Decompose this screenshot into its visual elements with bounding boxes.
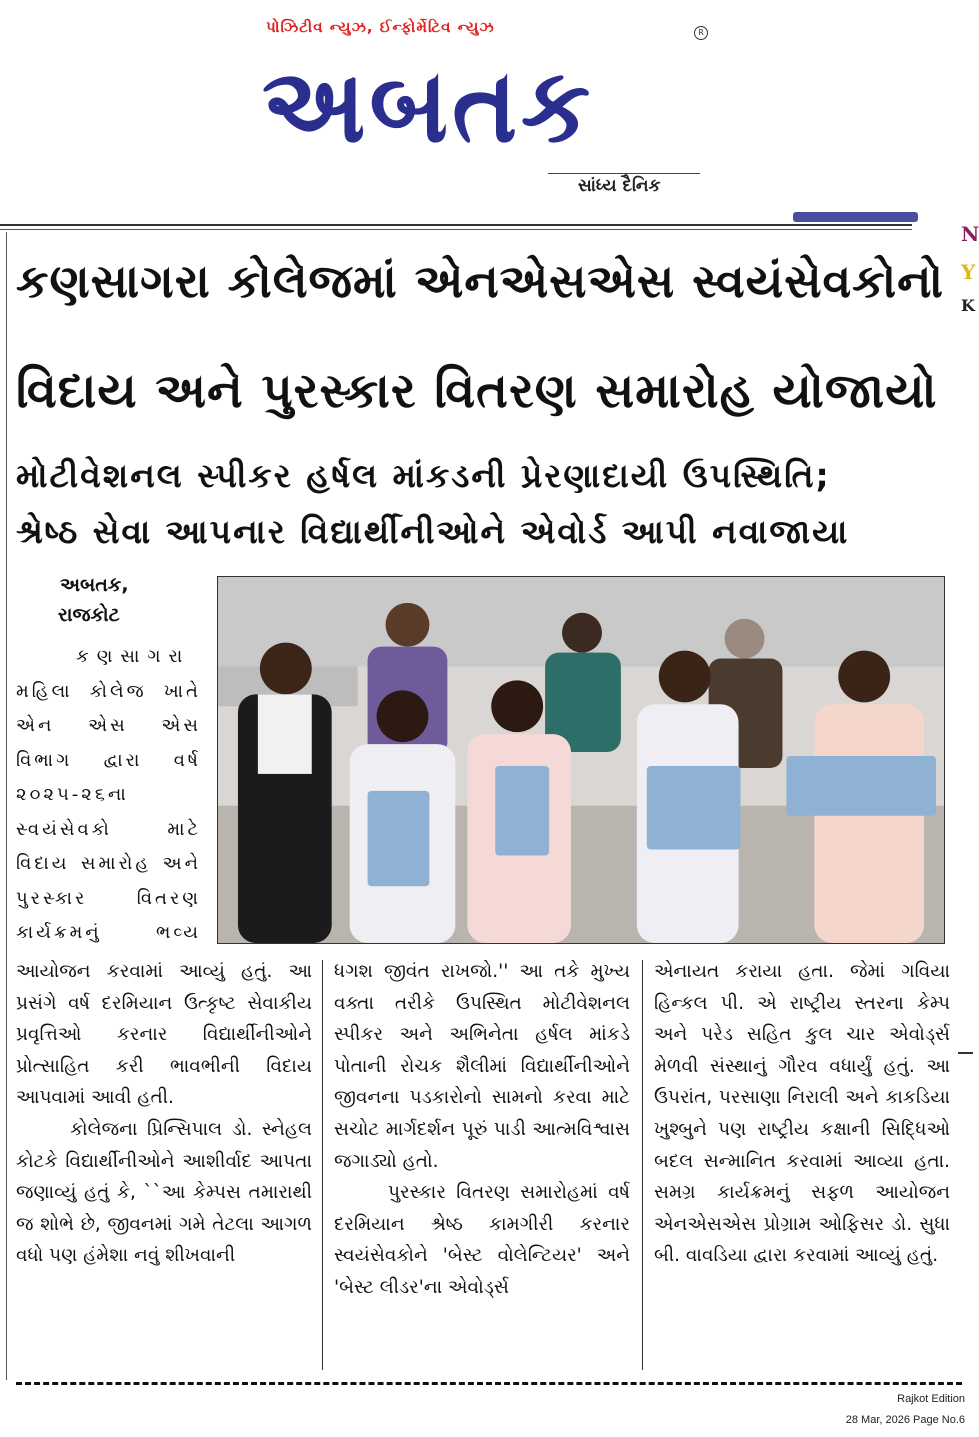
intro-line: પુરસ્કાર વિતરણ [16,887,201,909]
body-paragraph: પુરસ્કાર વિતરણ સમારોહમાં વર્ષ દરમિયાન શ્રેષ્ઠ કામગીરી કરનાર સ્વયંસેવકોને 'બેસ્ટ વોલેન્ટિયર' અને 'બેસ્ટ લીડર'ના એવોર્ડ્સ [334,1182,630,1298]
body-paragraph: આયોજન કરવામાં આવ્યું હતું. આ પ્રસંગે વર્ષ દરમિયાન ઉત્કૃષ્ટ સેવાકીય પ્રવૃત્તિઓ કરનાર વિદ્યાર્થીનીઓને પ્રોત્સાહિત કરી ભાવભીની વિદાય આપવામાં આવી હતી. [16,961,312,1109]
edition-type: સાંધ્ય દૈનિક [578,176,661,196]
body-paragraph: કોલેજના પ્રિન્સિપાલ ડો. સ્નેહલ કોટકે વિદ્યાર્થીનીઓને આશીર્વાદ આપતા જણાવ્યું હતું કે, ``આ કેમ્પસ તમારાથી જ શોભે છે, જીવનમાં ગમે તેટલા આગળ વધો પણ હંમેશા નવું શીખવાની [16,1118,312,1267]
newspaper-logo[interactable]: અબતક [262,46,595,167]
column-divider [642,960,643,1370]
logo-underline [548,173,700,174]
body-column-3 [654,956,950,1272]
body-paragraph: ધગશ જીવંત રાખજો.'' આ તકે મુખ્ય વક્તા તરીકે ઉપસ્થિત મોટીવેશનલ સ્પીકર અને અભિનેતા હર્ષલ માંકડે પોતાની રોચક શૈલીમાં વિદ્યાર્થીનીઓને જીવનના પડકારોનો સામનો કરવા માટે સચોટ માર્ગદર્શન પૂરું પાડી આત્મવિશ્વાસ જગાડ્યો હતો. [334,961,630,1172]
award-ceremony-photo[interactable] [217,576,945,944]
registered-trademark-icon: R [694,26,708,40]
headline-line-2: વિદાય અને પુરસ્કાર વિતરણ સમારોહ યોજાયો [16,363,938,419]
intro-line: વિદાય સમારોહ અને [16,853,201,874]
dateline-source: અબતક, [60,574,129,596]
footer-edition: Rajkot Edition [897,1393,965,1405]
edge-text-fragment: Y [961,260,976,284]
intro-line: એન એસ એસ [16,715,201,736]
subheadline-line-1: મોટીવેશનલ સ્પીકર હર્ષલ માંકડની પ્રેરણાદાયી ઉપસ્થિતિ; [16,456,831,495]
intro-line: કણસાગરા [76,646,191,667]
photo-illustration [218,577,944,943]
top-divider-secondary [0,229,912,230]
headline-line-1: કણસાગરા કોલેજમાં એનએસએસ સ્વયંસેવકોનો [16,254,944,308]
column-divider [322,960,323,1370]
masthead-tagline: પોઝિટીવ ન્યુઝ, ઈન્ફોર્મેટિવ ન્યુઝ [266,18,495,36]
intro-line: મહિલા કોલેજ ખાતે [16,680,201,702]
intro-column [16,640,201,951]
footer-date-page: 28 Mar, 2026 Page No.6 [845,1414,965,1426]
edge-text-fragment: N [961,222,979,246]
edge-rule [958,1052,973,1054]
body-column-1 [16,956,312,1272]
intro-line: વિભાગ દ્વારા વર્ષ [16,749,201,771]
dateline-city: રાજકોટ [58,604,120,626]
article-left-border [6,232,10,1380]
intro-line: સ્વયંસેવકો માટે [16,818,201,840]
adjacent-page-fragment [793,212,918,222]
article-bottom-divider [16,1382,962,1385]
intro-line: ૨૦૨૫-૨૬ના [16,784,129,805]
top-divider [0,224,912,226]
body-column-2 [334,956,630,1304]
body-paragraph: એનાયત કરાયા હતા. જેમાં ગવિયા હિન્કલ પી. એ રાષ્ટ્રીય સ્તરના કેમ્પ અને પરેડ સહિત કુલ ચાર એવોર્ડ્સ મેળવી સંસ્થાનું ગૌરવ વધાર્યું હતું. આ ઉપરાંત, પરસાણા નિરાલી અને કાકડિયા ખુશ્બુને પણ રાષ્ટ્રીય કક્ષાની સિદ્ધિઓ બદલ સન્માનિત કરવામાં આવ્યા હતા. સમગ્ર કાર્યક્રમનું સફળ આયોજન એનએસએસ પ્રોગ્રામ ઓફિસર ડો. સુધા બી. વાવડિયા દ્વારા કરવામાં આવ્યું હતું. [654,961,950,1267]
intro-line: કાર્યક્રમનું ભવ્ય [16,922,201,943]
subheadline-line-2: શ્રેષ્ઠ સેવા આપનાર વિદ્યાર્થીનીઓને એવોર્ડ આપી નવાજાયા [16,512,850,551]
edge-text-fragment: K [961,296,975,315]
